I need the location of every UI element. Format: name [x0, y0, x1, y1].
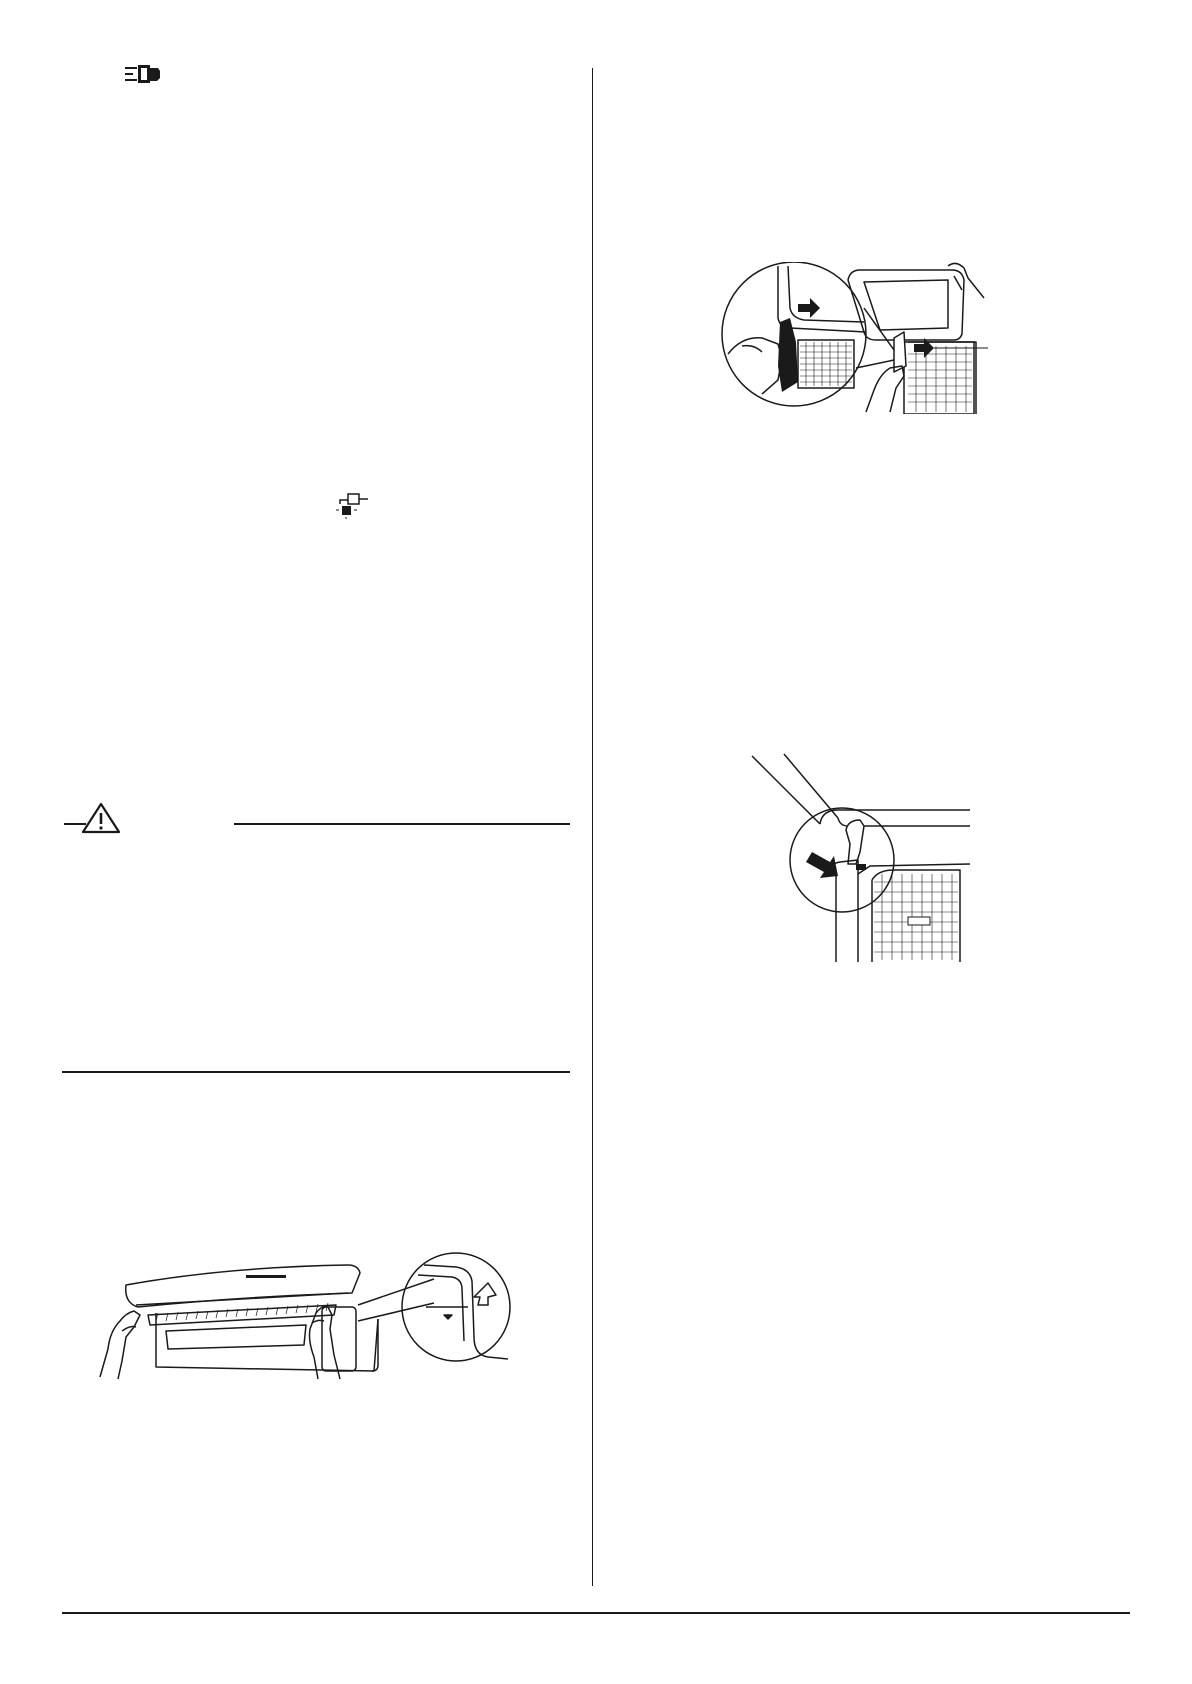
- caution-bottom-rule: [62, 1071, 570, 1073]
- unplug-hand-icon: [124, 62, 166, 88]
- footer-rule: [62, 1612, 1130, 1614]
- caution-header: [62, 798, 570, 838]
- remove-air-filter-illustration: [718, 262, 990, 414]
- open-front-panel-illustration: [96, 1245, 516, 1380]
- warning-triangle-icon: [83, 804, 119, 832]
- reinsert-air-filter-illustration: [748, 752, 970, 962]
- plug-indicator-icon: [334, 492, 370, 520]
- column-divider: [592, 68, 593, 1586]
